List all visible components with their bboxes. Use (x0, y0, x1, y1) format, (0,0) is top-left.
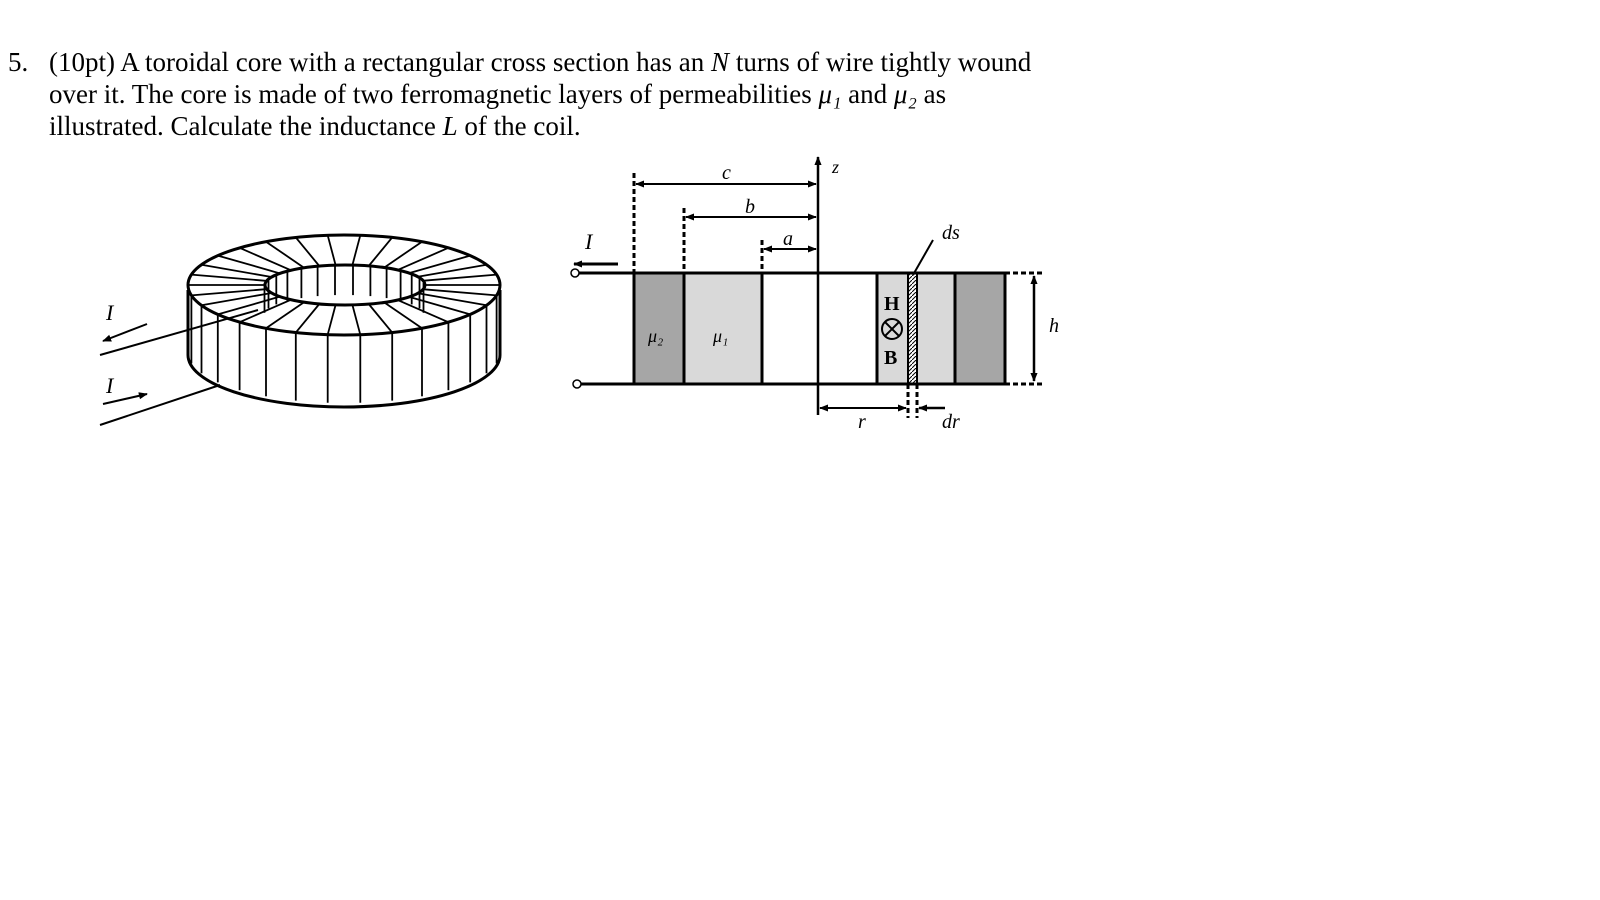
label-b: b (745, 196, 755, 218)
ds-leader-line (913, 240, 933, 275)
element-strip-dr (908, 273, 917, 384)
label-current-lower: I (106, 373, 114, 398)
label-current-upper: I (106, 300, 114, 325)
label-B: B (884, 347, 898, 369)
toroid-3d (100, 235, 500, 425)
label-r: r (858, 411, 866, 433)
var-mu1: μ₁ (818, 79, 842, 109)
label-z: z (832, 157, 840, 177)
layer-mu2-right (955, 273, 1005, 384)
label-c: c (722, 162, 731, 184)
terminal-bottom (573, 380, 581, 388)
problem-points: (10pt) (49, 47, 115, 77)
var-L: L (442, 111, 458, 141)
label-a: a (783, 228, 793, 250)
label-current-terminal: I (585, 229, 593, 254)
problem-line-3: illustrated. Calculate the inductance L of the coil. (49, 111, 581, 141)
label-h: h (1049, 315, 1059, 337)
problem-line-1: 5. (10pt) A toroidal core with a rectangular cross section has an N turns of wire tightly wound (8, 47, 1032, 77)
current-arrow-out (103, 324, 147, 341)
label-dr: dr (942, 411, 960, 433)
label-ds: ds (942, 222, 960, 244)
label-mu2: μ₂ (648, 326, 664, 346)
label-H: H (884, 293, 900, 315)
problem-line-2: over it. The core is made of two ferromagnetic layers of permeabilities μ₁ and μ₂ as (49, 79, 947, 109)
var-N: N (711, 47, 730, 77)
var-mu2: μ₂ (893, 79, 917, 109)
problem-number: 5. (8, 47, 29, 77)
terminal-top (571, 269, 579, 277)
cross-section (571, 157, 1059, 433)
label-mu1: μ₁ (713, 326, 729, 346)
